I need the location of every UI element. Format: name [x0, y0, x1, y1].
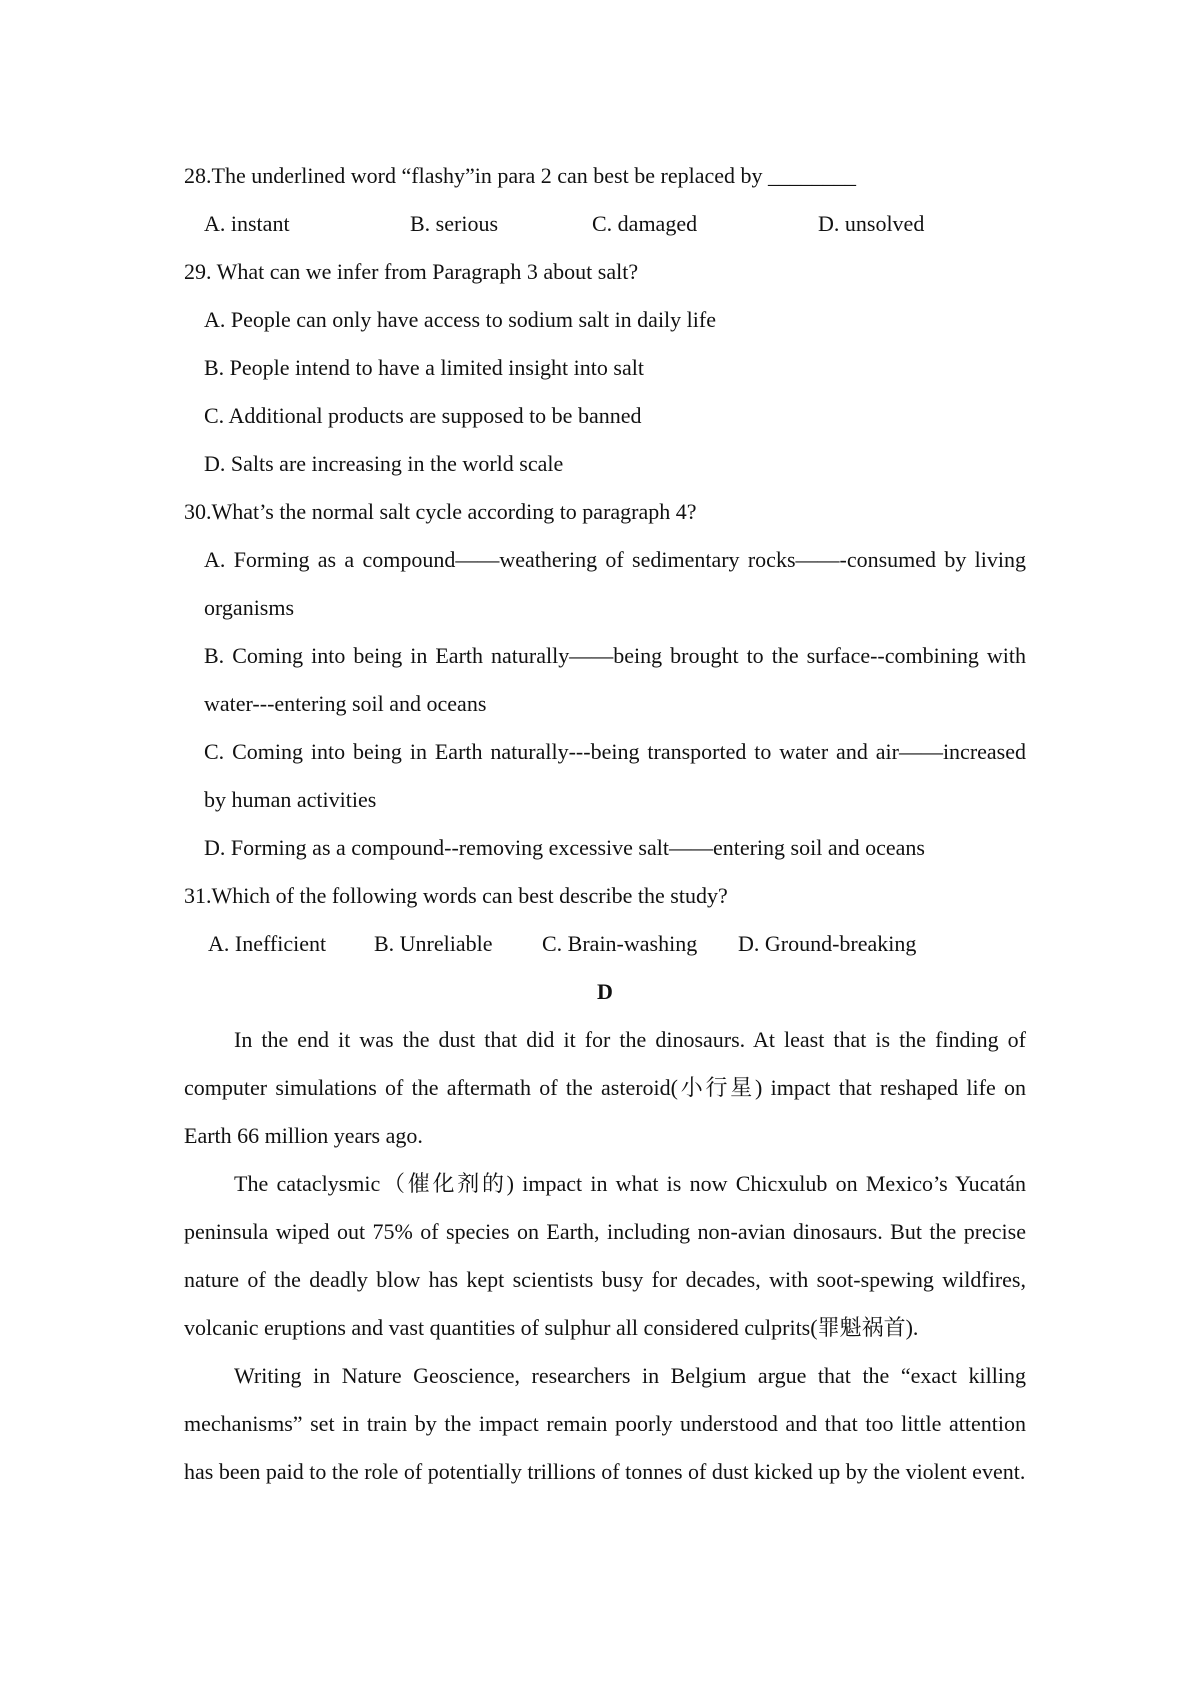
- passage-paragraph-2: The cataclysmic（催化剂的) impact in what is now Chicxulub on Mexico’s Yucatán peninsula wiped out 75% of species on Earth, including non-avian dinosaurs. But the precise nature of the deadly blow has kept scientists busy for decades, with soot-spewing wildfires, volcanic eruptions and vast quantities of sulphur all considered culprits(罪魁祸首).: [184, 1171, 1026, 1340]
- section-title: D: [597, 979, 613, 1004]
- passage-paragraph-1: In the end it was the dust that did it for the dinosaurs. At least that is the finding of computer simulations of the aftermath of the asteroid(小行星) impact that reshaped life on Earth 66 million years ago.: [184, 1027, 1026, 1148]
- question-31-option-a: A. Inefficient: [208, 931, 327, 956]
- question-28-option-c: C. damaged: [592, 211, 698, 236]
- question-29-option-d: D. Salts are increasing in the world scale: [204, 451, 564, 476]
- question-29-option-c: C. Additional products are supposed to be banned: [204, 403, 642, 428]
- question-31-stem: 31.Which of the following words can best describe the study?: [184, 883, 728, 908]
- question-30-option-d: D. Forming as a compound--removing excessive salt——entering soil and oceans: [204, 835, 925, 860]
- question-28-stem: 28.The underlined word “flashy”in para 2 can best be replaced by ________: [184, 163, 856, 188]
- question-30-option-a: A. Forming as a compound——weathering of sedimentary rocks——-consumed by living organisms: [204, 547, 1026, 620]
- question-30-option-c: C. Coming into being in Earth naturally---being transported to water and air——increased by human activities: [204, 739, 1026, 812]
- passage-paragraph-3: Writing in Nature Geoscience, researchers in Belgium argue that the “exact killing mechanisms” set in train by the impact remain poorly understood and that too little attention has been paid to the role of potentially trillions of tonnes of dust kicked up by the violent event.: [184, 1363, 1026, 1484]
- question-31-options: [184, 920, 1026, 968]
- question-29-option-a: A. People can only have access to sodium salt in daily life: [204, 307, 716, 332]
- question-30-option-b: B. Coming into being in Earth naturally——being brought to the surface--combining with water---entering soil and oceans: [204, 643, 1026, 716]
- question-30-stem: 30.What’s the normal salt cycle according to paragraph 4?: [184, 499, 697, 524]
- question-31-option-c: C. Brain-washing: [542, 931, 698, 956]
- question-29-stem: 29. What can we infer from Paragraph 3 about salt?: [184, 259, 639, 284]
- question-28-option-a: A. instant: [204, 211, 290, 236]
- question-28-option-b: B. serious: [410, 211, 498, 236]
- question-29-option-b: B. People intend to have a limited insight into salt: [204, 355, 644, 380]
- question-28-options: [184, 200, 1026, 248]
- question-31-option-b: B. Unreliable: [374, 931, 493, 956]
- question-28-option-d: D. unsolved: [818, 211, 925, 236]
- document-content: [184, 152, 1026, 1496]
- question-31-option-d: D. Ground-breaking: [738, 931, 917, 956]
